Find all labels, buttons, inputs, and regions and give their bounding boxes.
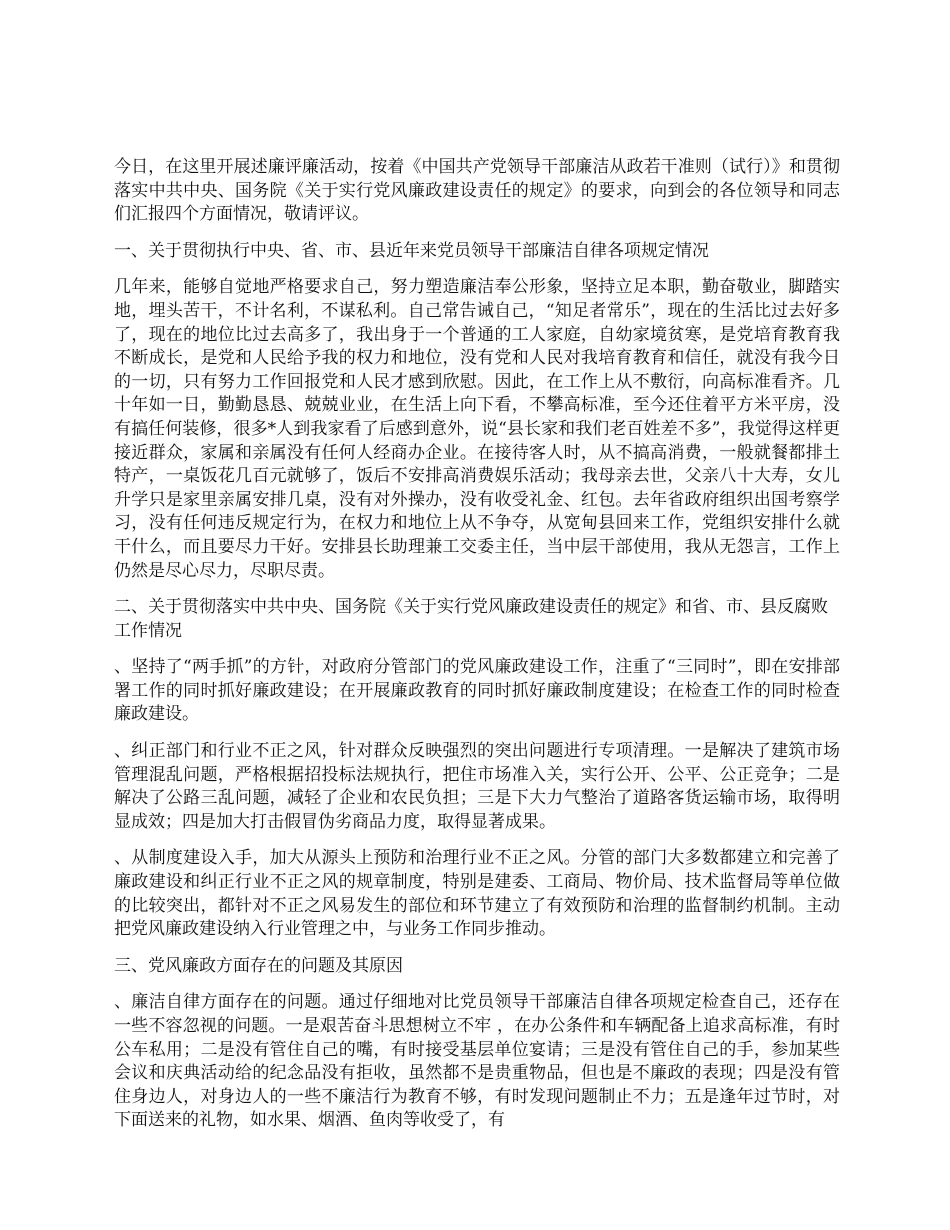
- section-3-item-1: 、廉洁自律方面存在的问题。通过仔细地对比党员领导干部廉洁自律各项规定检查自己，还存在一些不容忽视的问题。一是艰苦奋斗思想树立不牢 ，在办公条件和车辆配备上追求高标准，有时公车私用；二是没有管住自己的嘴，有时接受基层单位宴请；三是没有管住自己的手，参加某些会议和庆典活动给的纪念品没有拒收，虽然都不是贵重物品，但也是不廉政的表现；四是没有管住身边人，对身边人的一些不廉洁行为教育不够，有时发现问题制止不力；五是逢年过节时，对下面送来的礼物，如水果、烟酒、鱼肉等收受了，有: [114, 992, 840, 1131]
- section-heading-2: 二、关于贯彻落实中共中央、国务院《关于实行党风廉政建设责任的规定》和省、市、县反腐败工作情况: [114, 597, 828, 641]
- section-heading-3: 三、党风廉政方面存在的问题及其原因: [114, 955, 403, 976]
- section-2-item-1: 、坚持了“两手抓”的方针，对政府分管部门的党风廉政建设工作，注重了“三同时”，即在安排部署工作的同时抓好廉政建设；在开展廉政教育的同时抓好廉政制度建设；在检查工作的同时检查廉政建设。: [114, 657, 840, 725]
- section-heading-1: 一、关于贯彻执行中央、省、市、县近年来党员领导干部廉洁自律各项规定情况: [114, 240, 709, 261]
- section-1-paragraph: 几年来，能够自觉地严格要求自己，努力塑造廉洁奉公形象，坚持立足本职，勤奋敬业，脚踏实地，埋头苦干，不计名利，不谋私利。自己常告诫自己，“知足者常乐”，现在的生活比过去好多了，现在的地位比过去高多了，我出身于一个普通的工人家庭，自幼家境贫寒，是党培育教育我不断成长，是党和人民给予我的权力和地位，没有党和人民对我培育教育和信任，就没有我今日的一切，只有努力工作回报党和人民才感到欣慰。因此，在工作上从不敷衍，向高标准看齐。几十年如一日，勤勤恳恳、兢兢业业，在生活上向下看，不攀高标准，至今还住着平方米平房，没有搞任何装修，很多*人到我家看了后感到意外，说“县长家和我们老百姓差不多”，我觉得这样更接近群众，家属和亲属没有任何人经商办企业。在接待客人时，从不搞高消费，一般就餐都排土特产，一桌饭花几百元就够了，饭后不安排高消费娱乐活动；我母亲去世，父亲八十大寿，女儿升学只是家里亲属安排几桌，没有对外操办，没有收受礼金、红包。去年省政府组织出国考察学习，没有任何违反规定行为，在权力和地位上从不争夺，从宽甸县回来工作，党组织安排什么就干什么，而且要尽力干好。安排县长助理兼工交委主任，当中层干部使用，我从无怨言，工作上仍然是尽心尽力，尽职尽责。: [114, 277, 840, 581]
- document-page: [114, 156, 840, 1146]
- section-2-item-2: 、纠正部门和行业不正之风，针对群众反映强烈的突出问题进行专项清理。一是解决了建筑市场管理混乱问题，严格根据招投标法规执行，把住市场准入关，实行公开、公平、公正竞争；二是解决了公路三乱问题，减轻了企业和农民负担；三是下大力气整治了道路客货运输市场，取得明显成效；四是加大打击假冒伪劣商品力度，取得显著成果。: [114, 741, 840, 832]
- intro-paragraph: 今日，在这里开展述廉评廉活动，按着《中国共产党领导干部廉洁从政若干准则（试行）》和贯彻落实中共中央、国务院《关于实行党风廉政建设责任的规定》的要求，向到会的各位领导和同志们汇报四个方面情况，敬请评议。: [114, 157, 840, 225]
- section-2-item-3: 、从制度建设入手，加大从源头上预防和治理行业不正之风。分管的部门大多数都建立和完善了廉政建设和纠正行业不正之风的规章制度，特别是建委、工商局、物价局、技术监督局等单位做的比较突出，都针对不正之风易发生的部位和环节建立了有效预防和治理的监督制约机制。主动把党风廉政建设纳入行业管理之中，与业务工作同步推动。: [114, 848, 840, 940]
